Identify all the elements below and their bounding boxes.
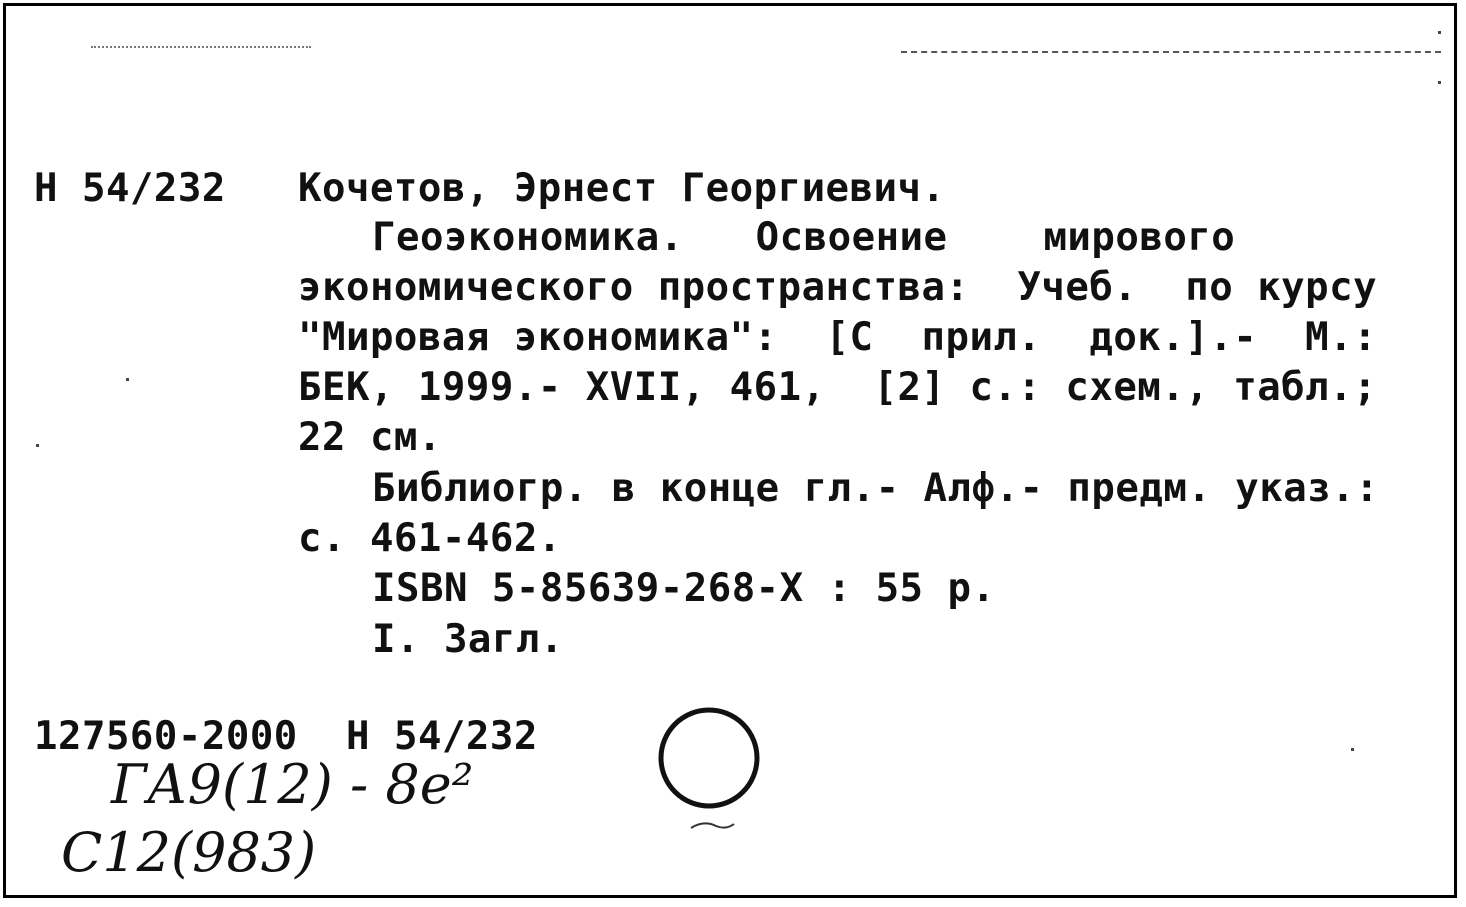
speck <box>1351 748 1354 751</box>
handwritten-call-note: С12(983) <box>61 821 317 884</box>
description-line-5: 22 см. <box>298 415 442 460</box>
shelfmark: Н 54/232 <box>34 166 226 211</box>
speck <box>1438 81 1441 84</box>
top-dashed-rule <box>901 51 1441 53</box>
speck <box>36 444 39 447</box>
registration-number: 127560-2000 <box>34 714 298 759</box>
description-line-4: БЕК, 1999.- XVII, 461, [2] с.: схем., табл.; <box>298 365 1378 410</box>
bibliography-line-1: Библиогр. в конце гл.- Алф.- предм. указ.: <box>372 466 1380 511</box>
catalog-card <box>3 3 1457 898</box>
author-heading: Кочетов, Эрнест Георгиевич. <box>298 166 946 211</box>
description-line-2: экономического пространства: Учеб. по курсу <box>298 265 1378 310</box>
handwritten-classification: ГА9(12) - 8е² <box>111 753 474 816</box>
hole-punch-circle <box>646 696 776 836</box>
top-dotted-rule <box>91 46 311 48</box>
speck <box>126 378 129 381</box>
speck <box>1438 31 1441 34</box>
bibliography-line-2: с. 461-462. <box>298 516 562 561</box>
description-line-3: "Мировая экономика": [С прил. док.].- М.: <box>298 315 1378 360</box>
footer-shelfmark: Н 54/232 <box>346 714 538 759</box>
description-line-1: Геоэкономика. Освоение мирового <box>372 215 1236 260</box>
isbn-line: ISBN 5-85639-268-X : 55 р. <box>372 566 996 611</box>
tracing-line: I. Загл. <box>372 617 564 662</box>
